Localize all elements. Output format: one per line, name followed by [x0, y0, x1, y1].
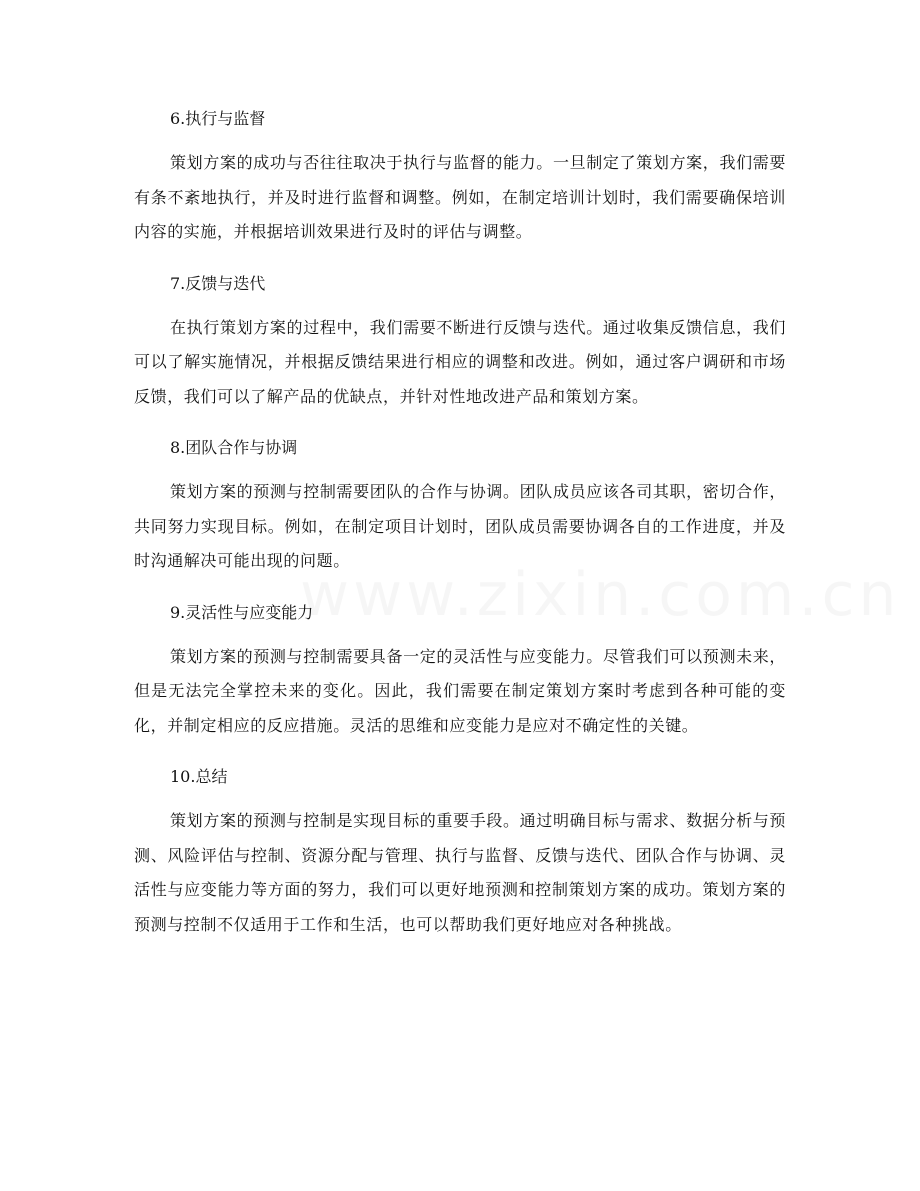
section-heading: 10.总结: [170, 767, 228, 786]
section-execution-supervision: [134, 104, 786, 250]
section-teamwork-coordination: [134, 433, 786, 579]
section-heading: 7.反馈与迭代: [170, 273, 266, 293]
section-paragraph: 策划方案的预测与控制是实现目标的重要手段。通过明确目标与需求、数据分析与预测、风险评估与控制、资源分配与管理、执行与监督、反馈与迭代、团队合作与协调、灵活性与应变能力等方面的努力，我们可以更好地预测和控制策划方案的成功。策划方案的预测与控制不仅适用于工作和生活，也可以帮助我们更好地应对各种挑战。: [134, 811, 786, 934]
section-paragraph: 策划方案的预测与控制需要团队的合作与协调。团队成员应该各司其职，密切合作，共同努力实现目标。例如，在制定项目计划时，团队成员需要协调各自的工作进度，并及时沟通解决可能出现的问题。: [134, 482, 786, 570]
section-feedback-iteration: [134, 269, 786, 415]
section-paragraph: 在执行策划方案的过程中，我们需要不断进行反馈与迭代。通过收集反馈信息，我们可以了解实施情况，并根据反馈结果进行相应的调整和改进。例如，通过客户调研和市场反馈，我们可以了解产品的优缺点，并针对性地改进产品和策划方案。: [134, 317, 786, 406]
section-heading: 9.灵活性与应变能力: [170, 602, 314, 622]
section-summary: [134, 762, 786, 942]
section-heading: 8.团队合作与协调: [170, 438, 298, 457]
section-heading: 6.执行与监督: [170, 109, 266, 128]
section-flexibility-adaptability: [134, 598, 786, 744]
section-paragraph: 策划方案的成功与否往往取决于执行与监督的能力。一旦制定了策划方案，我们需要有条不紊地执行，并及时进行监督和调整。例如，在制定培训计划时，我们需要确保培训内容的实施，并根据培训效果进行及时的评估与调整。: [134, 153, 786, 241]
section-paragraph: 策划方案的预测与控制需要具备一定的灵活性与应变能力。尽管我们可以预测未来，但是无法完全掌控未来的变化。因此，我们需要在制定策划方案时考虑到各种可能的变化，并制定相应的反应措施。灵活的思维和应变能力是应对不确定性的关键。: [134, 646, 786, 735]
document-content: [134, 104, 786, 961]
